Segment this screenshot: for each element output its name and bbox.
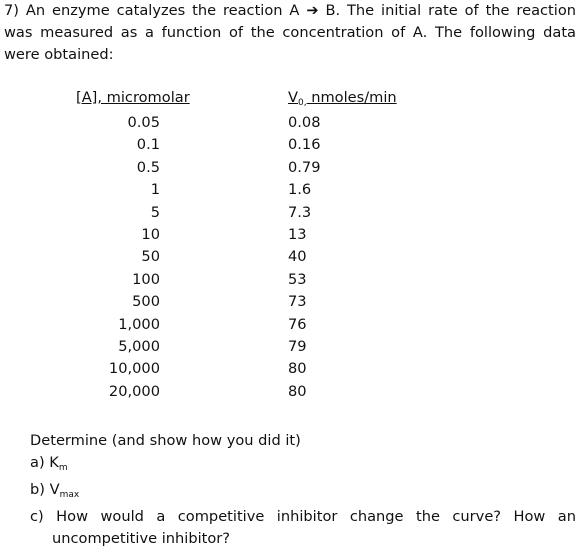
question-b — [30, 479, 576, 506]
table-cell-velocity: 0.79 — [288, 158, 321, 176]
table-cell-concentration: 1,000 — [118, 315, 160, 333]
table-cell-velocity: 1.6 — [288, 181, 312, 199]
velocity-symbol: V — [288, 89, 298, 106]
table-cell-velocity: 79 — [288, 337, 307, 355]
table-cell-concentration: 10 — [141, 225, 160, 243]
intro-text-1a: 7) An enzyme catalyzes the reaction A — [4, 2, 307, 19]
intro-line-1 — [4, 0, 576, 22]
table-cell-velocity: 80 — [288, 360, 307, 378]
table-cell-velocity: 80 — [288, 382, 307, 400]
table-cell-concentration: 0.05 — [127, 114, 160, 131]
table-cell-velocity: 7.3 — [288, 203, 312, 221]
table-cell-concentration: 5 — [150, 203, 160, 221]
table-cell-velocity: 0.16 — [288, 136, 321, 154]
column-header-velocity — [288, 89, 397, 108]
table-cell-velocity: 73 — [288, 293, 307, 311]
table-cell-concentration: 0.1 — [136, 136, 160, 154]
table-cell-concentration: 0.5 — [136, 158, 160, 176]
table-cell-velocity: 40 — [288, 248, 307, 266]
question-c-line-2: uncompetitive inhibitor? — [52, 530, 231, 547]
question-a-subscript: m — [58, 463, 68, 473]
table-cell-velocity: 53 — [288, 270, 307, 288]
question-b-label: b) V — [30, 481, 60, 498]
table-cell-concentration: 1 — [150, 181, 160, 199]
table-cell-velocity: 0.08 — [288, 114, 321, 131]
concentration-column — [76, 112, 160, 403]
right-arrow-icon: ➔ — [306, 2, 319, 19]
question-a-label: a) K — [30, 454, 59, 471]
velocity-subscript: 0, — [297, 98, 307, 108]
questions-block — [30, 430, 576, 550]
table-cell-velocity: 13 — [288, 225, 307, 243]
question-b-subscript: max — [59, 490, 80, 500]
intro-line-3: were obtained: — [4, 46, 114, 63]
intro-line-2: was measured as a function of the concentration of A. The following data — [4, 24, 576, 41]
question-a — [30, 452, 576, 479]
velocity-column — [288, 112, 348, 403]
table-cell-concentration: 20,000 — [108, 382, 160, 400]
velocity-units: nmoles/min — [306, 89, 397, 106]
column-header-concentration: [A], micromolar — [76, 89, 190, 106]
table-cell-concentration: 500 — [132, 293, 160, 311]
table-cell-concentration: 5,000 — [118, 337, 160, 355]
question-c-line-1: c) How would a competitive inhibitor change the curve? How an — [30, 508, 576, 525]
intro-text-1b: B. The initial rate of the reaction — [318, 2, 577, 19]
table-cell-concentration: 50 — [141, 248, 160, 266]
table-cell-concentration: 100 — [132, 270, 160, 288]
questions-lead: Determine (and show how you did it) — [30, 432, 301, 449]
problem-intro — [4, 0, 576, 66]
table-cell-velocity: 76 — [288, 315, 307, 333]
table-cell-concentration: 10,000 — [108, 360, 160, 378]
